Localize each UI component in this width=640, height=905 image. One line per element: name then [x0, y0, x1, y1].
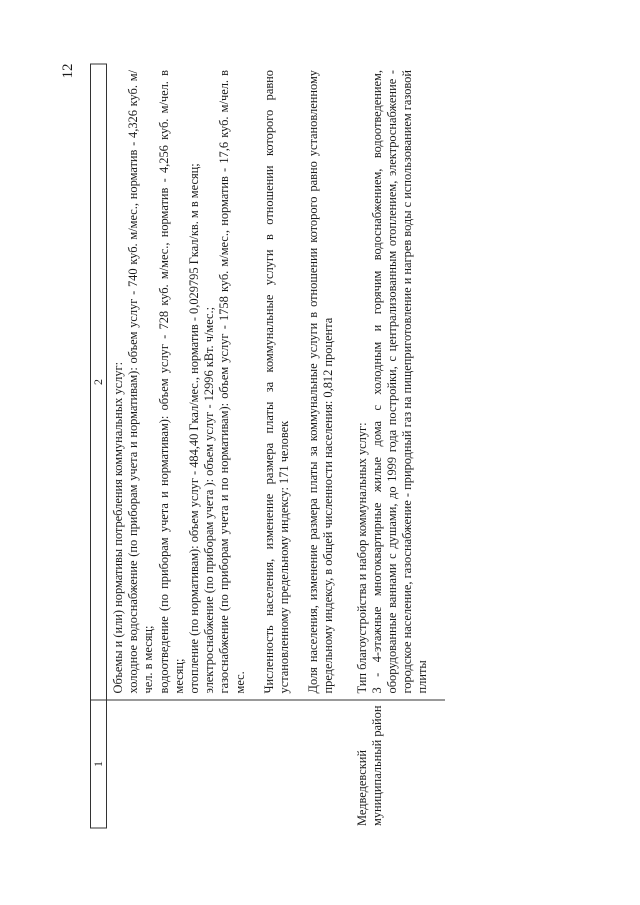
population-count-block	[262, 70, 292, 694]
consumption-volumes-block	[111, 70, 248, 694]
table-row	[107, 64, 351, 828]
row1-details	[107, 64, 351, 700]
header-col-1: 1	[91, 700, 107, 828]
row2-details	[351, 64, 445, 700]
housing-type-block	[355, 70, 431, 694]
housing-type-text: 3 - 4-этажные многоквартирные жилые дома с холодным и горячим водоснабжением, водоотведением, оборудованные ваннами с душами, до 1999 года постройки, с централизованным отоплением, электроснабжение - городское население, газоснабжение - природный газ на пищеприготовление и нагрев воды с использованием газовой плиты	[369, 70, 430, 694]
population-share-block	[306, 70, 336, 694]
population-share-text: Доля населения, изменение размера платы за коммунальные услуги в отношении которого равно установленному предельному индексу, в общей численности населения: 0,812 процента	[306, 70, 336, 694]
heating-line: отопление (по нормативам): объем услуг - 484,40 Гкал/мес., норматив - 0,029795 Гкал/кв. м в месяц;	[187, 163, 202, 694]
population-count-text: Численность населения, изменение размера платы за коммунальные услуги в отношении которого равно установленному предельному индексу: 171 человек	[261, 70, 292, 694]
gas-line: газоснабжение (по приборам учета и по нормативам): объем услуг - 1758 куб. м/мес., норматив - 17,6 куб. м/чел. в мес.	[217, 70, 247, 694]
table-row	[351, 64, 445, 828]
row1-municipality	[107, 700, 351, 828]
housing-type-heading: Тип благоустройства и набор коммунальных услуг:	[354, 422, 369, 694]
consumption-heading: Объемы и (или) нормативы потребления коммунальных услуг:	[111, 361, 125, 694]
rotated-page	[60, 60, 580, 845]
header-col-2: 2	[91, 64, 107, 700]
page-number: 12	[60, 63, 76, 79]
cold-water-line: холодное водоснабжение (по приборам учета и нормативам): объем услуг - 740 куб. м/мес., норматив - 4,326 куб. м/чел. в месяц;	[126, 70, 156, 694]
sewerage-line: водоотведение (по приборам учета и нормативам): объем услуг - 728 куб. м/мес., норматив - 4,256 куб. м/чел. в месяц;	[156, 70, 186, 694]
tariff-table	[90, 64, 445, 829]
row2-municipality: Медведевский муниципальный район	[351, 700, 445, 828]
table-header-row	[91, 64, 107, 828]
electricity-line: электроснабжение (по приборам учета ): объем услуг - 12996 кВт. ч/мес.;	[202, 306, 217, 694]
